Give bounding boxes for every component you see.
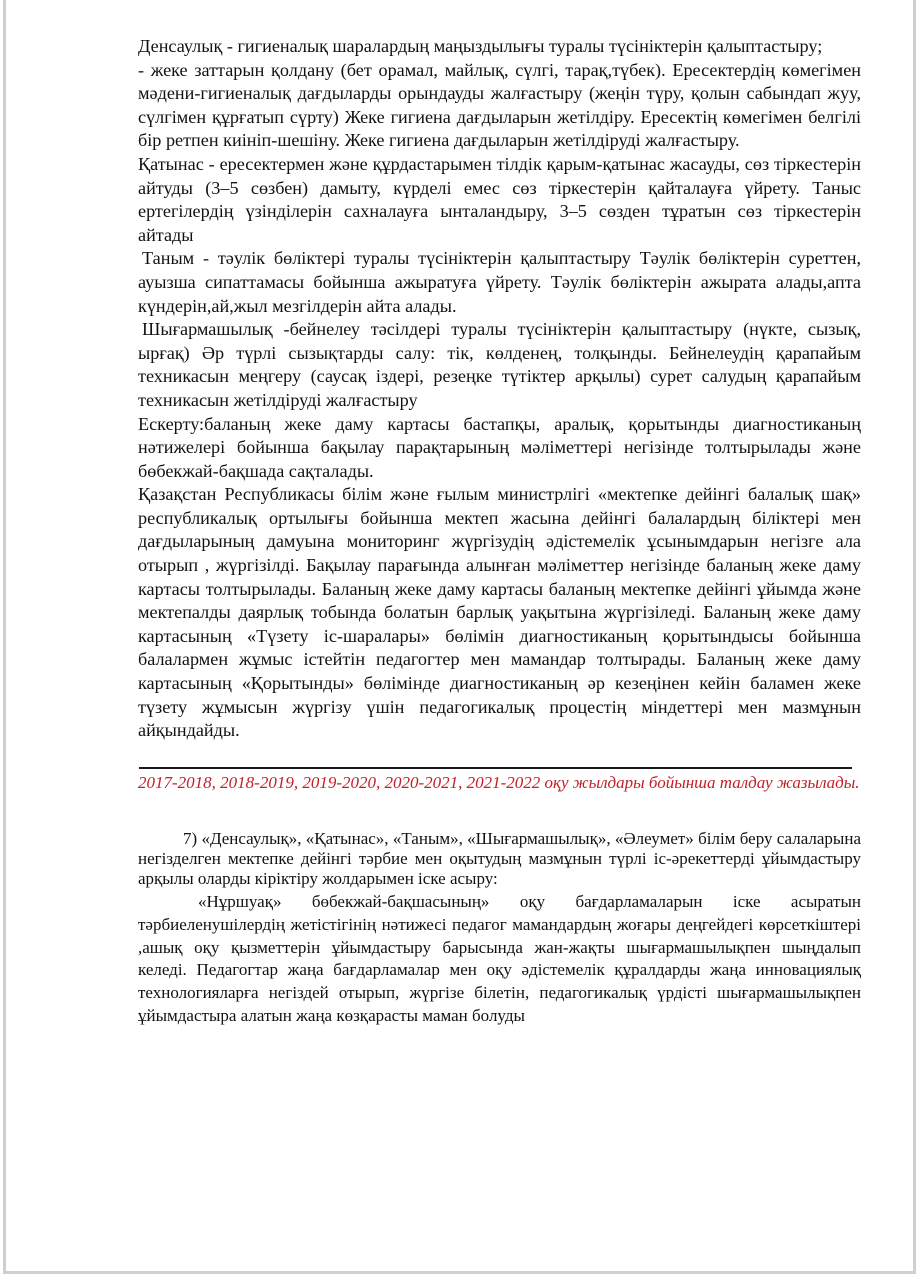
paragraph-shygarmashylyk: Шығармашылық -бейнелеу тәсілдері туралы түсініктерін қалыптастыру (нүкте, сызық, ырғақ) Әр түрлі сызықтарды салу: тік, көлденең, толқынды. Бейнелеудің қарапайым техникасын меңгеру (саусақ іздері, резеңке түтіктер арқылы) сурет салудың қарапайым техникасын жетілдіруді жалғастыру bbox=[138, 319, 861, 410]
horizontal-separator bbox=[139, 767, 852, 769]
document-content bbox=[138, 35, 861, 1027]
paragraph-item-7: 7) «Денсаулық», «Қатынас», «Таным», «Шығармашылық», «Әлеумет» білім беру салаларына негізделген мектепке дейінгі тәрбие мен оқытудың мазмұнын түрлі іс-әрекеттерді ұйымдастыру арқылы оларды кіріктіру жолдарымен іске асыру: bbox=[138, 829, 861, 888]
paragraph-katynas: Қатынас - ересектермен және құрдастарымен тілдік қарым-қатынас жасауды, сөз тіркестерін айтуды (3–5 сөзбен) дамыту, күрделі емес сөз тіркестерін қайталауға үйрету. Таныс ертегілердің үзінділерін сахналауға ынталандыру, 3–5 сөзден тұратын сөз тіркестерін айтады bbox=[138, 153, 861, 245]
paragraph-tanym: Таным - тәулік бөліктері туралы түсініктерін қалыптастыру Тәулік бөліктерін суреттен, ауызша сипаттамасы бойынша ажыратуға үйрету. Тәулік бөліктерін ажырата алады,апта күндерін,ай,жыл мезгілдерін айта алады. bbox=[138, 248, 861, 316]
paragraph-densaulyk: Денсаулық - гигиеналық шаралардың маңыздылығы туралы түсініктерін қалыптастыру; bbox=[138, 36, 823, 56]
paragraph-kazakhstan-monitoring: Қазақстан Республикасы білім және ғылым министрлігі «мектепке дейінгі балалық шақ» республикалық ортылығы бойынша мектеп жасына дейінгі балалардың біліктері мен дағдыларының дамуына мониторинг жүргізудің әдістемелік ұсынымдарын негізге ала отырып , жүргізілді. Бақылау парағында алынған мәліметтер негізінде баланың жеке даму картасы толтырылады. Баланың жеке даму картасы баланың мектепке дейінгі ұйымда және мектепалды даярлық тобында болатын барлық уақытына жүргізіледі. Баланың жеке даму картасының «Түзету іс-шаралары» бөлімін диагностиканың қорытындысы бойынша балалармен жұмыс істейтін педагогтер мен мамандар толтырады. Баланың жеке даму картасының «Қорытынды» бөлімінде диагностиканың әр кезеңінен кейін баламен жеке түзету жұмысын жүргізу үшін педагогикалық процестің міндеттері мен мазмұнын айқындайды. bbox=[138, 484, 861, 741]
document-page bbox=[3, 0, 916, 1274]
upper-section bbox=[138, 35, 861, 743]
paragraph-eskertu: Ескерту:баланың жеке даму картасы бастапқы, аралық, қорытынды диагностиканың нәтижелері бойынша бақылау парақтарының мәліметтері негізінде толтырылады және бөбекжай-бақшада сақталады. bbox=[138, 413, 861, 481]
lower-section bbox=[138, 829, 861, 1027]
paragraph-personal-items: - жеке заттарын қолдану (бет орамал, майлық, сүлгі, тарақ,түбек). Ересектердің көмегімен мәдени-гигиеналық дағдыларды орындауды жалғастыру (жеңін түру, қолын сабындап жуу, сүлгімен құрғатып сүрту) Жеке гигиена дағдыларын жетілдіру. Ересектің көмегімен белгілі бір ретпен киініп-шешіну. Жеке гигиена дағдыларын жетілдіруді жалғастыру. bbox=[138, 59, 861, 151]
paragraph-nurshuak: «Нұршуақ» бөбекжай-бақшасының» оқу бағдарламаларын іске асыратын тәрбиеленушілердің жетістігінің нәтижесі педагог мамандардың жоғары деңгейдегі көрсеткіштері ,ашық оқу қызметтерін ұйымдастыру барысында жан-жақты шығармашылықпен шыңдалып келеді. Педагогтар жаңа бағдарламалар мен оқу әдістемелік құралдарды жаңа инновациялық технологияларға негіздей отырып, жүргізе білетін, педагогикалық үрдісті шығармашылықпен ұйымдастыра алатын жаңа көзқарасты маман болуды bbox=[138, 892, 861, 1025]
red-italic-note: 2017-2018, 2018-2019, 2019-2020, 2020-2021, 2021-2022 оқу жылдары бойынша талдау жазылады. bbox=[138, 772, 860, 792]
